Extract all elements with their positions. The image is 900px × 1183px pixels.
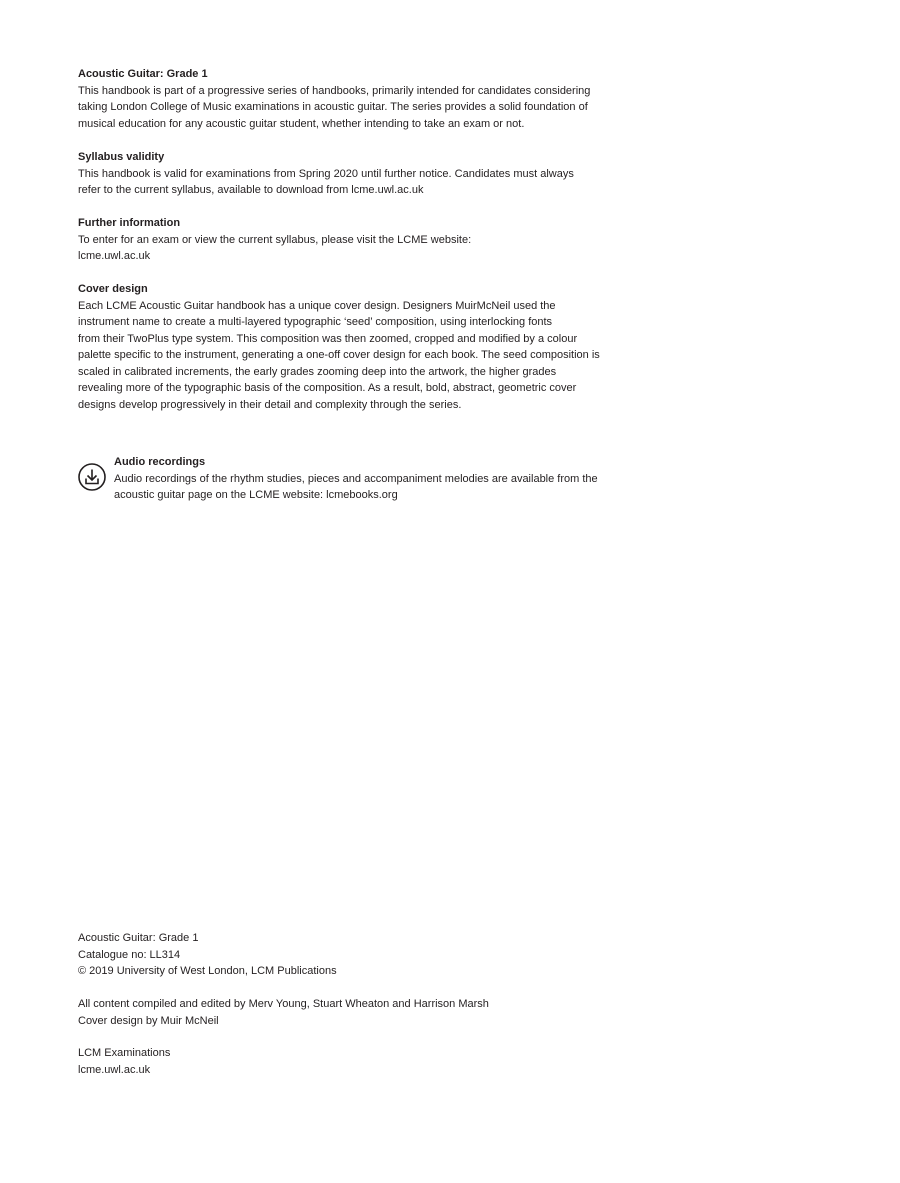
further-info-heading: Further information — [78, 217, 181, 229]
audio-heading: Audio recordings — [114, 456, 206, 468]
audio-recordings-section — [78, 454, 638, 504]
syllabus-section — [78, 149, 638, 199]
copyright-notice: © 2019 University of West London, LCM Publications — [78, 965, 337, 977]
editors-credit: All content compiled and edited by Merv Young, Stuart Wheaton and Harrison Marsh — [78, 998, 489, 1010]
intro-heading: Acoustic Guitar: Grade 1 — [78, 68, 208, 80]
publication-info — [78, 930, 638, 980]
further-info-section — [78, 215, 638, 265]
organisation-name: LCM Examinations — [78, 1047, 171, 1059]
catalogue-number: Catalogue no: LL314 — [78, 948, 181, 961]
download-icon — [78, 463, 106, 491]
credits — [78, 996, 638, 1029]
syllabus-heading: Syllabus validity — [78, 151, 165, 163]
cover-design-section — [78, 281, 638, 413]
intro-section — [78, 66, 638, 132]
intro-text: This handbook is part of a progressive series of handbooks, primarily intended for candidates considering taking London College of Music examinations in acoustic guitar. The series provides a solid foundation of musical education for any acoustic guitar student, whether intending to take an exam or not. — [78, 84, 591, 130]
further-info-text: To enter for an exam or view the current syllabus, please visit the LCME website: lcme.uwl.ac.uk — [78, 233, 472, 262]
organisation-website: lcme.uwl.ac.uk — [78, 1063, 151, 1076]
audio-text: Audio recordings of the rhythm studies, pieces and accompaniment melodies are available from the acoustic guitar page on the LCME website: lcmebooks.org — [114, 472, 598, 501]
organisation-info — [78, 1045, 638, 1078]
cover-design-credit: Cover design by Muir McNeil — [78, 1014, 219, 1027]
footer-title: Acoustic Guitar: Grade 1 — [78, 932, 199, 944]
cover-design-text: Each LCME Acoustic Guitar handbook has a unique cover design. Designers MuirMcNeil used the instrument name to create a multi-layered typographic ‘seed’ composition, using interlocking fonts from their TwoPlus type system. This composition was then zoomed, cropped and modified by a colour palette specific to the instrument, generating a one-off cover design for each book. The seed composition is scaled in calibrated increments, the early grades zooming deep into the artwork, the higher grades revealing more of the typographic basis of the composition. As a result, bold, abstract, geometric cover designs develop progressively in their detail and complexity through the series. — [78, 299, 600, 411]
cover-design-heading: Cover design — [78, 283, 148, 295]
syllabus-text: This handbook is valid for examinations from Spring 2020 until further notice. Candidates must always refer to the current syllabus, available to download from lcme.uwl.ac.uk — [78, 167, 574, 196]
